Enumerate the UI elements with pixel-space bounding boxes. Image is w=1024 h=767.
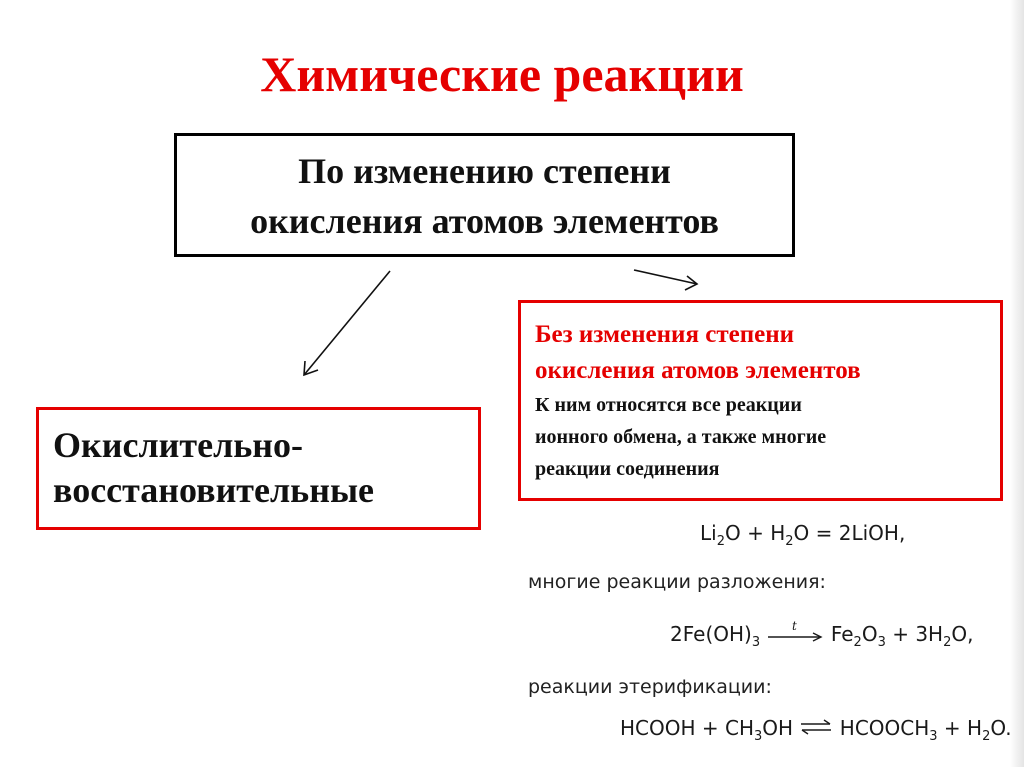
eq2-subscript: 3 <box>877 635 886 650</box>
eq3-part: HCOOH + CH <box>620 716 755 740</box>
redox-line-2: восстановительные <box>53 470 375 510</box>
eq1-part: O + H <box>724 521 786 545</box>
eq2-subscript: 3 <box>751 635 761 650</box>
eq1-subscript: 2 <box>716 534 725 549</box>
eq1-part: Li <box>700 521 717 545</box>
no-change-desc-line-2: ионного обмена, а также многие <box>535 426 827 448</box>
no-change-heading-line-1: Без изменения степени <box>535 321 795 348</box>
redox-line-1: Окислительно- <box>53 425 304 465</box>
eq2-part: 2Fe(OH) <box>670 622 752 646</box>
eq3-part: + H <box>937 716 983 740</box>
eq2-subscript: 2 <box>853 635 862 650</box>
no-change-desc-line-3: реакции соединения <box>535 458 720 480</box>
eq3-part: HCOOCH <box>839 716 930 740</box>
esterification-note: реакции этерификации: <box>528 676 772 698</box>
eq2-part: + 3H <box>885 622 944 646</box>
criterion-line-1: По изменению степени <box>298 151 671 191</box>
arrow-to-redox <box>304 271 390 375</box>
eq2-part: O, <box>951 622 974 646</box>
heating-arrow-icon <box>766 620 824 651</box>
eq3-subscript: 2 <box>982 729 991 744</box>
eq3-subscript: 3 <box>754 729 763 744</box>
eq3-subscript: 3 <box>929 729 938 744</box>
heating-label: t <box>792 620 798 633</box>
equation-lithium-oxide <box>700 521 905 549</box>
eq3-part: O. <box>990 716 1012 740</box>
no-change-heading-line-2: окисления атомов элементов <box>535 357 861 384</box>
redox-reactions-box <box>36 407 481 530</box>
equation-iron-hydroxide <box>670 620 974 651</box>
equilibrium-arrow-icon <box>799 717 833 742</box>
no-oxidation-change-box <box>518 300 1003 501</box>
criterion-line-2: окисления атомов элементов <box>250 201 719 241</box>
eq1-part: O = 2LiOH, <box>793 521 906 545</box>
eq2-part: O <box>861 622 878 646</box>
decomposition-note: многие реакции разложения: <box>528 571 826 593</box>
eq2-subscript: 2 <box>943 635 952 650</box>
eq2-part: Fe <box>830 622 854 646</box>
eq3-part: OH <box>762 716 794 740</box>
equation-esterification <box>620 716 1012 744</box>
slide-title: Химические реакции <box>260 46 744 102</box>
eq1-subscript: 2 <box>785 534 794 549</box>
no-change-desc-line-1: К ним относятся все реакции <box>535 394 802 416</box>
